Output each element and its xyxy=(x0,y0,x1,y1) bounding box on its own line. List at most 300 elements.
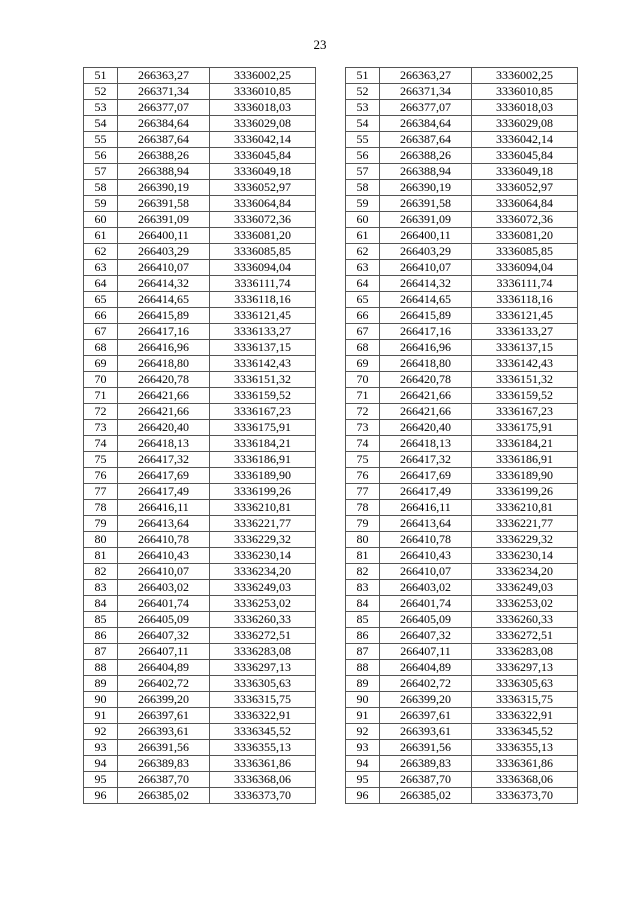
y-coordinate-cell: 3336049,18 xyxy=(210,164,316,180)
x-coordinate-cell: 266417,69 xyxy=(380,468,472,484)
table-row xyxy=(84,132,316,148)
table-row xyxy=(346,580,578,596)
y-coordinate-cell: 3336249,03 xyxy=(210,580,316,596)
point-number-cell: 93 xyxy=(84,740,118,756)
y-coordinate-cell: 3336234,20 xyxy=(472,564,578,580)
x-coordinate-cell: 266401,74 xyxy=(380,596,472,612)
y-coordinate-cell: 3336297,13 xyxy=(210,660,316,676)
y-coordinate-cell: 3336249,03 xyxy=(472,580,578,596)
point-number-cell: 96 xyxy=(346,788,380,804)
point-number-cell: 93 xyxy=(346,740,380,756)
x-coordinate-cell: 266393,61 xyxy=(118,724,210,740)
table-row xyxy=(346,292,578,308)
x-coordinate-cell: 266418,13 xyxy=(118,436,210,452)
point-number-cell: 89 xyxy=(84,676,118,692)
x-coordinate-cell: 266388,26 xyxy=(118,148,210,164)
point-number-cell: 92 xyxy=(84,724,118,740)
point-number-cell: 85 xyxy=(84,612,118,628)
y-coordinate-cell: 3336253,02 xyxy=(210,596,316,612)
x-coordinate-cell: 266417,49 xyxy=(380,484,472,500)
table-row xyxy=(84,500,316,516)
table-row xyxy=(84,100,316,116)
point-number-cell: 95 xyxy=(84,772,118,788)
y-coordinate-cell: 3336142,43 xyxy=(472,356,578,372)
x-coordinate-cell: 266415,89 xyxy=(380,308,472,324)
table-row xyxy=(346,68,578,84)
x-coordinate-cell: 266410,07 xyxy=(380,564,472,580)
table-row xyxy=(346,340,578,356)
table-row xyxy=(84,372,316,388)
table-row xyxy=(84,692,316,708)
y-coordinate-cell: 3336260,33 xyxy=(210,612,316,628)
y-coordinate-cell: 3336094,04 xyxy=(210,260,316,276)
table-row xyxy=(84,612,316,628)
table-row xyxy=(346,356,578,372)
y-coordinate-cell: 3336260,33 xyxy=(472,612,578,628)
y-coordinate-cell: 3336184,21 xyxy=(472,436,578,452)
x-coordinate-cell: 266402,72 xyxy=(118,676,210,692)
y-coordinate-cell: 3336315,75 xyxy=(210,692,316,708)
table-row xyxy=(346,708,578,724)
point-number-cell: 71 xyxy=(346,388,380,404)
point-number-cell: 78 xyxy=(84,500,118,516)
x-coordinate-cell: 266391,58 xyxy=(118,196,210,212)
table-row xyxy=(84,420,316,436)
x-coordinate-cell: 266417,49 xyxy=(118,484,210,500)
table-row xyxy=(84,68,316,84)
point-number-cell: 77 xyxy=(84,484,118,500)
point-number-cell: 64 xyxy=(84,276,118,292)
y-coordinate-cell: 3336253,02 xyxy=(472,596,578,612)
y-coordinate-cell: 3336230,14 xyxy=(472,548,578,564)
point-number-cell: 60 xyxy=(84,212,118,228)
table-row xyxy=(84,404,316,420)
table-row xyxy=(346,516,578,532)
table-row xyxy=(346,212,578,228)
table-row xyxy=(346,500,578,516)
point-number-cell: 91 xyxy=(84,708,118,724)
y-coordinate-cell: 3336167,23 xyxy=(472,404,578,420)
y-coordinate-cell: 3336045,84 xyxy=(210,148,316,164)
point-number-cell: 81 xyxy=(84,548,118,564)
x-coordinate-cell: 266410,43 xyxy=(380,548,472,564)
y-coordinate-cell: 3336297,13 xyxy=(472,660,578,676)
table-row xyxy=(84,308,316,324)
x-coordinate-cell: 266371,34 xyxy=(380,84,472,100)
table-row xyxy=(84,628,316,644)
table-row xyxy=(346,660,578,676)
point-number-cell: 91 xyxy=(346,708,380,724)
x-coordinate-cell: 266413,64 xyxy=(380,516,472,532)
point-number-cell: 53 xyxy=(84,100,118,116)
y-coordinate-cell: 3336081,20 xyxy=(472,228,578,244)
x-coordinate-cell: 266421,66 xyxy=(380,388,472,404)
x-coordinate-cell: 266405,09 xyxy=(118,612,210,628)
point-number-cell: 84 xyxy=(84,596,118,612)
y-coordinate-cell: 3336072,36 xyxy=(472,212,578,228)
x-coordinate-cell: 266403,02 xyxy=(380,580,472,596)
x-coordinate-cell: 266417,32 xyxy=(380,452,472,468)
table-row xyxy=(346,324,578,340)
x-coordinate-cell: 266391,09 xyxy=(380,212,472,228)
table-row xyxy=(84,164,316,180)
point-number-cell: 79 xyxy=(346,516,380,532)
point-number-cell: 86 xyxy=(346,628,380,644)
y-coordinate-cell: 3336151,32 xyxy=(472,372,578,388)
point-number-cell: 53 xyxy=(346,100,380,116)
y-coordinate-cell: 3336373,70 xyxy=(210,788,316,804)
table-row xyxy=(84,548,316,564)
point-number-cell: 88 xyxy=(84,660,118,676)
x-coordinate-cell: 266407,32 xyxy=(380,628,472,644)
point-number-cell: 76 xyxy=(346,468,380,484)
y-coordinate-cell: 3336229,32 xyxy=(472,532,578,548)
x-coordinate-cell: 266410,78 xyxy=(118,532,210,548)
table-row xyxy=(84,660,316,676)
y-coordinate-cell: 3336221,77 xyxy=(210,516,316,532)
page-number: 23 xyxy=(313,37,327,52)
x-coordinate-cell: 266389,83 xyxy=(118,756,210,772)
x-coordinate-cell: 266404,89 xyxy=(380,660,472,676)
y-coordinate-cell: 3336199,26 xyxy=(210,484,316,500)
x-coordinate-cell: 266410,07 xyxy=(380,260,472,276)
point-number-cell: 65 xyxy=(84,292,118,308)
x-coordinate-cell: 266414,65 xyxy=(118,292,210,308)
table-row xyxy=(84,212,316,228)
table-row xyxy=(346,228,578,244)
x-coordinate-cell: 266387,70 xyxy=(118,772,210,788)
x-coordinate-cell: 266407,32 xyxy=(118,628,210,644)
coordinates-table-right xyxy=(345,67,578,804)
table-row xyxy=(84,436,316,452)
point-number-cell: 75 xyxy=(346,452,380,468)
y-coordinate-cell: 3336010,85 xyxy=(472,84,578,100)
y-coordinate-cell: 3336373,70 xyxy=(472,788,578,804)
y-coordinate-cell: 3336133,27 xyxy=(210,324,316,340)
table-row xyxy=(346,788,578,804)
table-row xyxy=(84,708,316,724)
table-row xyxy=(84,644,316,660)
table-row xyxy=(346,676,578,692)
table-row xyxy=(84,196,316,212)
table-row xyxy=(84,84,316,100)
table-row xyxy=(84,276,316,292)
y-coordinate-cell: 3336042,14 xyxy=(210,132,316,148)
x-coordinate-cell: 266393,61 xyxy=(380,724,472,740)
point-number-cell: 66 xyxy=(346,308,380,324)
table-row xyxy=(346,692,578,708)
y-coordinate-cell: 3336210,81 xyxy=(210,500,316,516)
x-coordinate-cell: 266397,61 xyxy=(380,708,472,724)
point-number-cell: 73 xyxy=(84,420,118,436)
point-number-cell: 58 xyxy=(84,180,118,196)
y-coordinate-cell: 3336064,84 xyxy=(472,196,578,212)
table-row xyxy=(346,244,578,260)
y-coordinate-cell: 3336085,85 xyxy=(210,244,316,260)
y-coordinate-cell: 3336118,16 xyxy=(210,292,316,308)
x-coordinate-cell: 266377,07 xyxy=(118,100,210,116)
y-coordinate-cell: 3336111,74 xyxy=(472,276,578,292)
y-coordinate-cell: 3336189,90 xyxy=(472,468,578,484)
table-row xyxy=(346,180,578,196)
x-coordinate-cell: 266384,64 xyxy=(118,116,210,132)
y-coordinate-cell: 3336234,20 xyxy=(210,564,316,580)
point-number-cell: 59 xyxy=(84,196,118,212)
x-coordinate-cell: 266417,69 xyxy=(118,468,210,484)
x-coordinate-cell: 266387,64 xyxy=(118,132,210,148)
y-coordinate-cell: 3336072,36 xyxy=(210,212,316,228)
y-coordinate-cell: 3336081,20 xyxy=(210,228,316,244)
table-row xyxy=(346,452,578,468)
x-coordinate-cell: 266400,11 xyxy=(380,228,472,244)
point-number-cell: 70 xyxy=(84,372,118,388)
x-coordinate-cell: 266363,27 xyxy=(380,68,472,84)
point-number-cell: 67 xyxy=(346,324,380,340)
table-row xyxy=(84,324,316,340)
table-row xyxy=(346,420,578,436)
x-coordinate-cell: 266403,29 xyxy=(380,244,472,260)
table-row xyxy=(84,516,316,532)
table-row xyxy=(84,468,316,484)
table-row xyxy=(84,340,316,356)
point-number-cell: 59 xyxy=(346,196,380,212)
table-row xyxy=(346,756,578,772)
table-row xyxy=(346,84,578,100)
table-row xyxy=(346,596,578,612)
table-row xyxy=(84,532,316,548)
y-coordinate-cell: 3336045,84 xyxy=(472,148,578,164)
y-coordinate-cell: 3336230,14 xyxy=(210,548,316,564)
point-number-cell: 88 xyxy=(346,660,380,676)
y-coordinate-cell: 3336137,15 xyxy=(210,340,316,356)
point-number-cell: 63 xyxy=(346,260,380,276)
table-row xyxy=(346,468,578,484)
y-coordinate-cell: 3336085,85 xyxy=(472,244,578,260)
y-coordinate-cell: 3336121,45 xyxy=(210,308,316,324)
table-row xyxy=(346,564,578,580)
coordinates-table-left xyxy=(83,67,316,804)
point-number-cell: 87 xyxy=(84,644,118,660)
point-number-cell: 68 xyxy=(84,340,118,356)
y-coordinate-cell: 3336361,86 xyxy=(210,756,316,772)
table-row xyxy=(84,148,316,164)
y-coordinate-cell: 3336064,84 xyxy=(210,196,316,212)
point-number-cell: 51 xyxy=(84,68,118,84)
x-coordinate-cell: 266391,58 xyxy=(380,196,472,212)
point-number-cell: 72 xyxy=(346,404,380,420)
point-number-cell: 56 xyxy=(346,148,380,164)
x-coordinate-cell: 266399,20 xyxy=(118,692,210,708)
table-row xyxy=(84,772,316,788)
table-row xyxy=(346,276,578,292)
x-coordinate-cell: 266417,16 xyxy=(118,324,210,340)
x-coordinate-cell: 266416,11 xyxy=(380,500,472,516)
point-number-cell: 69 xyxy=(346,356,380,372)
table-row xyxy=(346,724,578,740)
y-coordinate-cell: 3336322,91 xyxy=(472,708,578,724)
point-number-cell: 80 xyxy=(346,532,380,548)
y-coordinate-cell: 3336142,43 xyxy=(210,356,316,372)
x-coordinate-cell: 266414,32 xyxy=(380,276,472,292)
point-number-cell: 58 xyxy=(346,180,380,196)
point-number-cell: 72 xyxy=(84,404,118,420)
point-number-cell: 52 xyxy=(346,84,380,100)
table-row xyxy=(84,452,316,468)
x-coordinate-cell: 266402,72 xyxy=(380,676,472,692)
table-row xyxy=(84,756,316,772)
x-coordinate-cell: 266410,43 xyxy=(118,548,210,564)
table-row xyxy=(84,228,316,244)
y-coordinate-cell: 3336121,45 xyxy=(472,308,578,324)
point-number-cell: 96 xyxy=(84,788,118,804)
y-coordinate-cell: 3336042,14 xyxy=(472,132,578,148)
table-row xyxy=(84,388,316,404)
x-coordinate-cell: 266413,64 xyxy=(118,516,210,532)
point-number-cell: 62 xyxy=(84,244,118,260)
y-coordinate-cell: 3336186,91 xyxy=(472,452,578,468)
point-number-cell: 90 xyxy=(84,692,118,708)
x-coordinate-cell: 266415,89 xyxy=(118,308,210,324)
point-number-cell: 69 xyxy=(84,356,118,372)
table-row xyxy=(346,196,578,212)
y-coordinate-cell: 3336322,91 xyxy=(210,708,316,724)
y-coordinate-cell: 3336210,81 xyxy=(472,500,578,516)
point-number-cell: 56 xyxy=(84,148,118,164)
point-number-cell: 57 xyxy=(84,164,118,180)
table-row xyxy=(84,260,316,276)
y-coordinate-cell: 3336133,27 xyxy=(472,324,578,340)
table-row xyxy=(346,644,578,660)
y-coordinate-cell: 3336184,21 xyxy=(210,436,316,452)
table-row xyxy=(346,484,578,500)
table-row xyxy=(346,100,578,116)
table-row xyxy=(346,436,578,452)
x-coordinate-cell: 266417,32 xyxy=(118,452,210,468)
x-coordinate-cell: 266420,78 xyxy=(380,372,472,388)
table-row xyxy=(346,260,578,276)
y-coordinate-cell: 3336049,18 xyxy=(472,164,578,180)
x-coordinate-cell: 266401,74 xyxy=(118,596,210,612)
x-coordinate-cell: 266407,11 xyxy=(118,644,210,660)
y-coordinate-cell: 3336272,51 xyxy=(472,628,578,644)
y-coordinate-cell: 3336221,77 xyxy=(472,516,578,532)
table-row xyxy=(346,532,578,548)
point-number-cell: 85 xyxy=(346,612,380,628)
point-number-cell: 62 xyxy=(346,244,380,260)
point-number-cell: 78 xyxy=(346,500,380,516)
x-coordinate-cell: 266399,20 xyxy=(380,692,472,708)
point-number-cell: 57 xyxy=(346,164,380,180)
y-coordinate-cell: 3336355,13 xyxy=(472,740,578,756)
x-coordinate-cell: 266420,40 xyxy=(380,420,472,436)
x-coordinate-cell: 266418,80 xyxy=(118,356,210,372)
x-coordinate-cell: 266388,94 xyxy=(118,164,210,180)
point-number-cell: 79 xyxy=(84,516,118,532)
table-row xyxy=(84,580,316,596)
x-coordinate-cell: 266387,70 xyxy=(380,772,472,788)
y-coordinate-cell: 3336175,91 xyxy=(210,420,316,436)
table-row xyxy=(346,548,578,564)
y-coordinate-cell: 3336229,32 xyxy=(210,532,316,548)
point-number-cell: 54 xyxy=(346,116,380,132)
x-coordinate-cell: 266416,11 xyxy=(118,500,210,516)
x-coordinate-cell: 266414,32 xyxy=(118,276,210,292)
table-row xyxy=(84,244,316,260)
y-coordinate-cell: 3336137,15 xyxy=(472,340,578,356)
x-coordinate-cell: 266390,19 xyxy=(380,180,472,196)
x-coordinate-cell: 266420,78 xyxy=(118,372,210,388)
point-number-cell: 71 xyxy=(84,388,118,404)
x-coordinate-cell: 266385,02 xyxy=(118,788,210,804)
y-coordinate-cell: 3336345,52 xyxy=(472,724,578,740)
x-coordinate-cell: 266403,29 xyxy=(118,244,210,260)
point-number-cell: 68 xyxy=(346,340,380,356)
x-coordinate-cell: 266391,56 xyxy=(118,740,210,756)
point-number-cell: 77 xyxy=(346,484,380,500)
x-coordinate-cell: 266421,66 xyxy=(380,404,472,420)
y-coordinate-cell: 3336002,25 xyxy=(210,68,316,84)
point-number-cell: 64 xyxy=(346,276,380,292)
table-row xyxy=(84,180,316,196)
point-number-cell: 55 xyxy=(346,132,380,148)
x-coordinate-cell: 266418,80 xyxy=(380,356,472,372)
x-coordinate-cell: 266418,13 xyxy=(380,436,472,452)
point-number-cell: 75 xyxy=(84,452,118,468)
x-coordinate-cell: 266363,27 xyxy=(118,68,210,84)
point-number-cell: 94 xyxy=(346,756,380,772)
y-coordinate-cell: 3336283,08 xyxy=(210,644,316,660)
point-number-cell: 63 xyxy=(84,260,118,276)
table-row xyxy=(346,372,578,388)
point-number-cell: 66 xyxy=(84,308,118,324)
point-number-cell: 87 xyxy=(346,644,380,660)
x-coordinate-cell: 266400,11 xyxy=(118,228,210,244)
y-coordinate-cell: 3336002,25 xyxy=(472,68,578,84)
x-coordinate-cell: 266388,94 xyxy=(380,164,472,180)
table-row xyxy=(346,308,578,324)
y-coordinate-cell: 3336118,16 xyxy=(472,292,578,308)
table-row xyxy=(84,740,316,756)
y-coordinate-cell: 3336094,04 xyxy=(472,260,578,276)
point-number-cell: 51 xyxy=(346,68,380,84)
y-coordinate-cell: 3336368,06 xyxy=(472,772,578,788)
table-row xyxy=(84,292,316,308)
y-coordinate-cell: 3336029,08 xyxy=(472,116,578,132)
x-coordinate-cell: 266397,61 xyxy=(118,708,210,724)
table-row xyxy=(84,596,316,612)
table-row xyxy=(346,148,578,164)
x-coordinate-cell: 266404,89 xyxy=(118,660,210,676)
point-number-cell: 83 xyxy=(84,580,118,596)
x-coordinate-cell: 266416,96 xyxy=(118,340,210,356)
x-coordinate-cell: 266403,02 xyxy=(118,580,210,596)
point-number-cell: 80 xyxy=(84,532,118,548)
y-coordinate-cell: 3336272,51 xyxy=(210,628,316,644)
point-number-cell: 61 xyxy=(346,228,380,244)
point-number-cell: 83 xyxy=(346,580,380,596)
point-number-cell: 82 xyxy=(84,564,118,580)
y-coordinate-cell: 3336175,91 xyxy=(472,420,578,436)
point-number-cell: 65 xyxy=(346,292,380,308)
y-coordinate-cell: 3336159,52 xyxy=(210,388,316,404)
x-coordinate-cell: 266416,96 xyxy=(380,340,472,356)
y-coordinate-cell: 3336355,13 xyxy=(210,740,316,756)
table-row xyxy=(84,788,316,804)
table-row xyxy=(346,164,578,180)
table-row xyxy=(346,628,578,644)
x-coordinate-cell: 266405,09 xyxy=(380,612,472,628)
table-row xyxy=(346,388,578,404)
